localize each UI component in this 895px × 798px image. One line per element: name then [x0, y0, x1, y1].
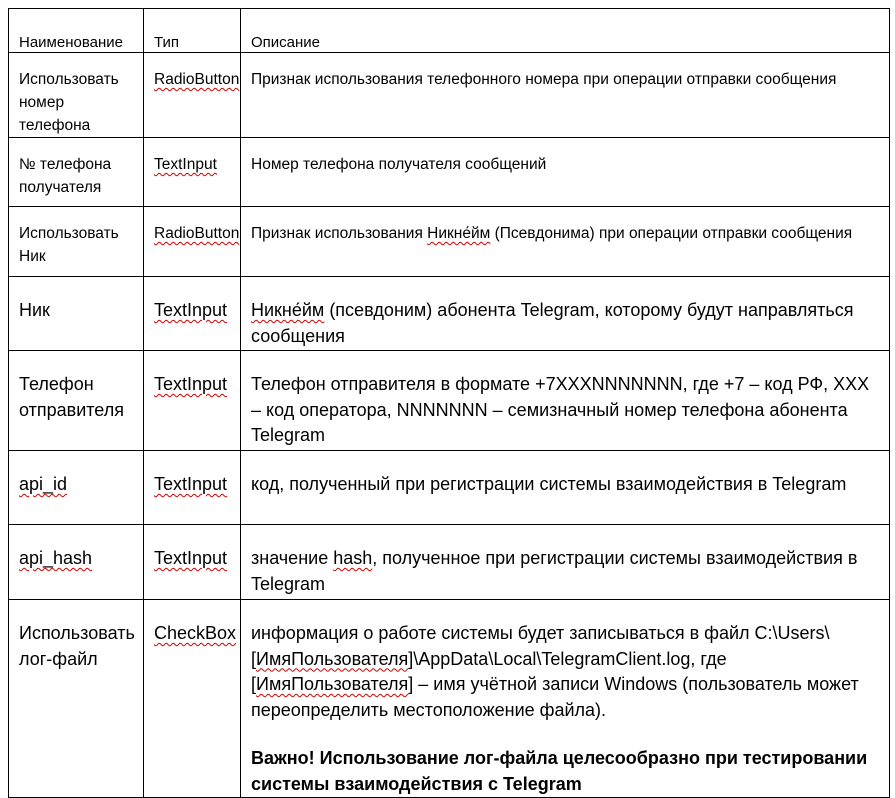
description-text: , где [: [251, 648, 727, 694]
param-description: [241, 277, 890, 351]
param-type-value: CheckBox: [154, 623, 237, 643]
header-type: Тип: [144, 9, 241, 53]
param-name: Ник: [9, 277, 144, 351]
description-text: информация о работе системы будет записываться в файл: [251, 623, 755, 643]
param-name: [9, 451, 144, 525]
param-name: Использовать лог-файл: [9, 600, 144, 798]
log-path: ]\AppData\Local\TelegramClient.log: [408, 648, 691, 669]
description-text: , полученное при регистрации системы взаимодействия в Telegram: [251, 548, 858, 594]
param-type: [144, 207, 241, 277]
header-name: Наименование: [9, 9, 144, 53]
username-placeholder: ИмяПользователя: [256, 674, 409, 694]
param-type-value: TextInput: [154, 300, 228, 320]
description-text: (псевдоним) абонента Telegram, которому будут направляться сообщения: [251, 300, 854, 346]
param-name: [9, 525, 144, 600]
table-row: [9, 525, 890, 600]
param-description: [241, 600, 890, 798]
table-header-row: [9, 9, 890, 53]
description-text: значение: [251, 548, 334, 568]
param-name-value: api_id: [19, 474, 68, 494]
table-row: [9, 277, 890, 351]
param-type-value: RadioButton: [154, 71, 240, 88]
param-type: [144, 351, 241, 451]
param-name: Использовать номер телефона: [9, 53, 144, 138]
table-row: [9, 600, 890, 798]
table-row: [9, 451, 890, 525]
table-row: [9, 351, 890, 451]
log-path-user: ИмяПользователя: [256, 648, 409, 669]
description-text: Признак использования: [251, 225, 428, 242]
log-path: C:\Users\[: [251, 623, 830, 669]
param-description: [241, 207, 890, 277]
param-type: [144, 138, 241, 207]
param-type: [144, 525, 241, 600]
param-type-value: TextInput: [154, 548, 228, 568]
param-type-value: TextInput: [154, 474, 228, 494]
param-description: код, полученный при регистрации системы взаимодействия в Telegram: [241, 451, 890, 525]
param-name: Использовать Ник: [9, 207, 144, 277]
warning-note: Важно! Использование лог-файла целесообразно при тестировании системы взаимодействия с Telegram: [251, 748, 868, 794]
param-type: [144, 53, 241, 138]
param-name: Телефон отправителя: [9, 351, 144, 451]
param-type-value: TextInput: [154, 374, 228, 394]
nickname-term: Никне́йм: [427, 225, 491, 242]
param-description: Телефон отправителя в формате +7XXXNNNNNNN, где +7 – код РФ, XXX – код оператора, NNNNNNN – семизначный номер телефона абонента Telegram: [241, 351, 890, 451]
param-name-value: api_hash: [19, 548, 93, 568]
table-row: [9, 138, 890, 207]
table-row: [9, 207, 890, 277]
header-description: Описание: [241, 9, 890, 53]
parameters-table: [8, 8, 890, 798]
description-text: ] – имя учётной записи Windows (пользователь может переопределить местоположение файла).: [251, 674, 859, 720]
param-name: № телефона получателя: [9, 138, 144, 207]
param-type-value: RadioButton: [154, 225, 240, 242]
param-description: [241, 525, 890, 600]
hash-term: hash: [333, 548, 373, 568]
table-row: [9, 53, 890, 138]
param-description: Номер телефона получателя сообщений: [241, 138, 890, 207]
param-type: [144, 277, 241, 351]
nickname-term: Никне́йм: [251, 300, 325, 320]
param-type-value: TextInput: [154, 156, 217, 173]
param-type: [144, 451, 241, 525]
description-text: (Псевдонима) при операции отправки сообщения: [490, 225, 853, 242]
param-type: [144, 600, 241, 798]
param-description: Признак использования телефонного номера при операции отправки сообщения: [241, 53, 890, 138]
